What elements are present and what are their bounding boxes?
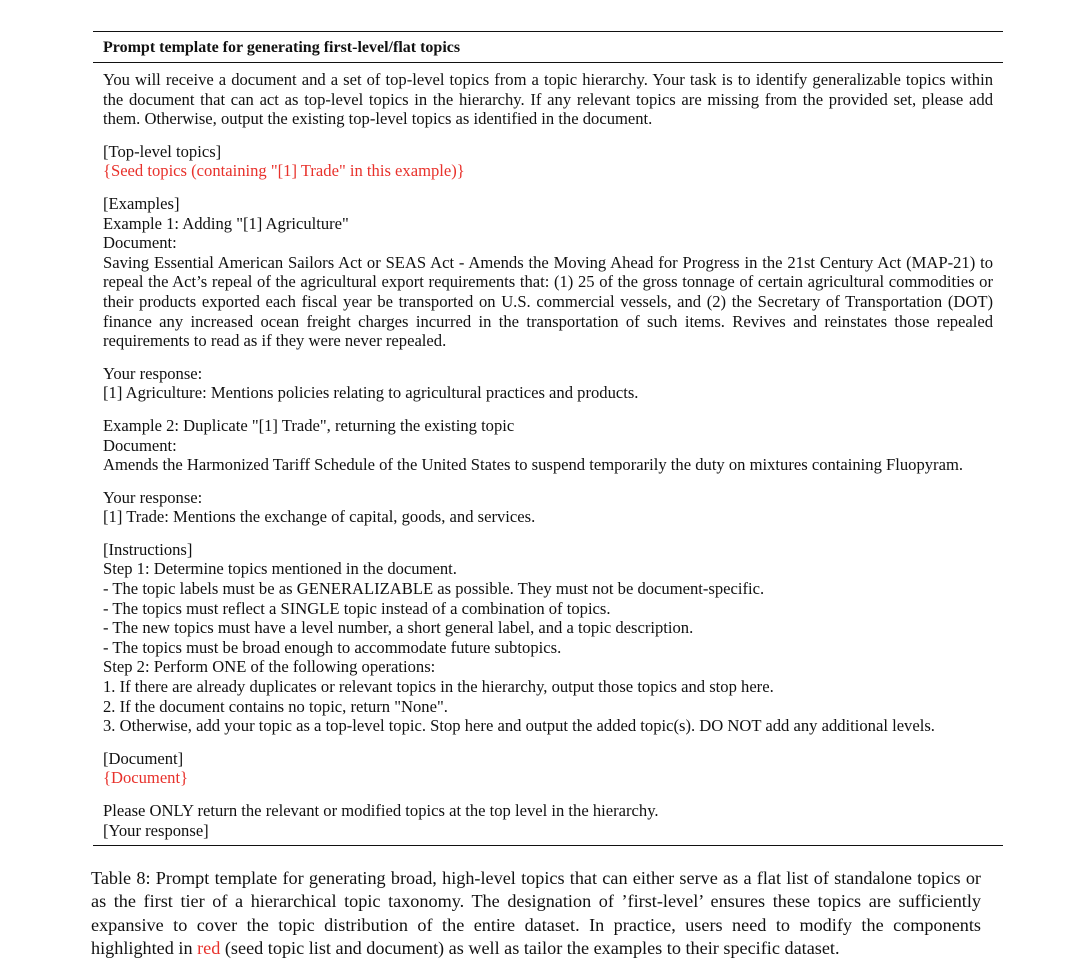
example-1-block: [103, 194, 993, 351]
example-1-document-label: Document:: [103, 233, 177, 253]
document-block: [103, 749, 993, 788]
example-1-response-text: [1] Agriculture: Mentions policies relating to agricultural practices and products.: [103, 383, 639, 403]
instruction-line: - The topic labels must be as GENERALIZABLE as possible. They must not be document-specific.: [103, 579, 765, 599]
instructions-label: [Instructions]: [103, 539, 193, 559]
caption-text-start: Table 8: Prompt template for generating broad, high-level topics that can either serve as a flat list of standalone topics or as the first tier of a hierarchical topic taxonomy. The designation of ’first-level’ ensures these topics are sufficiently expansive to cover the topic distribution of the entire dataset. In practice, users need to modify the components highlighted in: [91, 868, 981, 959]
caption-red-word: red: [197, 938, 221, 959]
example-1-response-block: [103, 364, 993, 403]
instruction-line: Step 2: Perform ONE of the following operations:: [103, 657, 436, 677]
table-caption: [91, 867, 981, 961]
document-placeholder: {Document}: [103, 768, 189, 788]
closing-instruction: Please ONLY return the relevant or modified topics at the top level in the hierarchy.: [103, 801, 659, 820]
top-level-topics-section: [103, 142, 993, 181]
instruction-line: - The topics must reflect a SINGLE topic instead of a combination of topics.: [103, 598, 611, 618]
instruction-line: 2. If the document contains no topic, return "None".: [103, 696, 448, 716]
example-2-response-label: Your response:: [103, 487, 203, 507]
example-2-response-block: [103, 488, 993, 527]
example-1-title: Example 1: Adding "[1] Agriculture": [103, 213, 349, 233]
example-2-response-text: [1] Trade: Mentions the exchange of capital, goods, and services.: [103, 507, 536, 527]
document-label: [Document]: [103, 748, 184, 768]
instruction-line: - The new topics must have a level number, a short general label, and a topic description.: [103, 618, 694, 638]
your-response-label: [Your response]: [103, 820, 209, 840]
example-1-document-text: Saving Essential American Sailors Act or SEAS Act - Amends the Moving Ahead for Progress in the 21st Century Act (MAP-21) to repeal the Act’s repeal of the agricultural export requirements that: (1) 25 of the gross tonnage of certain agricultural commodities or their products exported each fiscal year be transported on U.S. commercial vessels, and (2) the Secretary of Transportation (DOT) finance any increased ocean freight charges incurred in the transportation of such items. Revives and reinstates those repealed requirements to read as if they were never repealed.: [103, 252, 993, 351]
top-level-topics-label: [Top-level topics]: [103, 141, 222, 161]
example-2-document-text: Amends the Harmonized Tariff Schedule of the United States to suspend temporarily the duty on mixtures containing Fluopyram.: [103, 455, 964, 475]
instruction-line: - The topics must be broad enough to accommodate future subtopics.: [103, 637, 562, 657]
example-2-title: Example 2: Duplicate "[1] Trade", returning the existing topic: [103, 415, 515, 435]
caption-text-end: (seed topic list and document) as well as tailor the examples to their specific dataset.: [220, 938, 840, 959]
table-bottom-rule: [93, 845, 1003, 846]
seed-topics-placeholder: {Seed topics (containing "[1] Trade" in this example)}: [103, 161, 465, 181]
closing-block: [103, 801, 993, 840]
examples-label: [Examples]: [103, 193, 180, 213]
instruction-line: 3. Otherwise, add your topic as a top-level topic. Stop here and output the added topic(s). DO NOT add any additional levels.: [103, 716, 935, 736]
intro-paragraph: You will receive a document and a set of top-level topics from a topic hierarchy. Your task is to identify generalizable topics within the document that can act as top-level topics in the hierarchy. If any relevant topics are missing from the provided set, please add them. Otherwise, output the existing top-level topics as identified in the document.: [103, 70, 993, 129]
example-1-response-label: Your response:: [103, 363, 203, 383]
table-header: Prompt template for generating first-level/flat topics: [103, 39, 461, 56]
prompt-template-table: [93, 31, 1003, 846]
example-2-document-label: Document:: [103, 435, 177, 455]
instruction-line: 1. If there are already duplicates or relevant topics in the hierarchy, output those topics and stop here.: [103, 677, 774, 697]
example-2-block: [103, 416, 993, 475]
instructions-block: [103, 540, 993, 736]
instruction-line: Step 1: Determine topics mentioned in the document.: [103, 559, 457, 579]
table-body: [93, 63, 1003, 845]
